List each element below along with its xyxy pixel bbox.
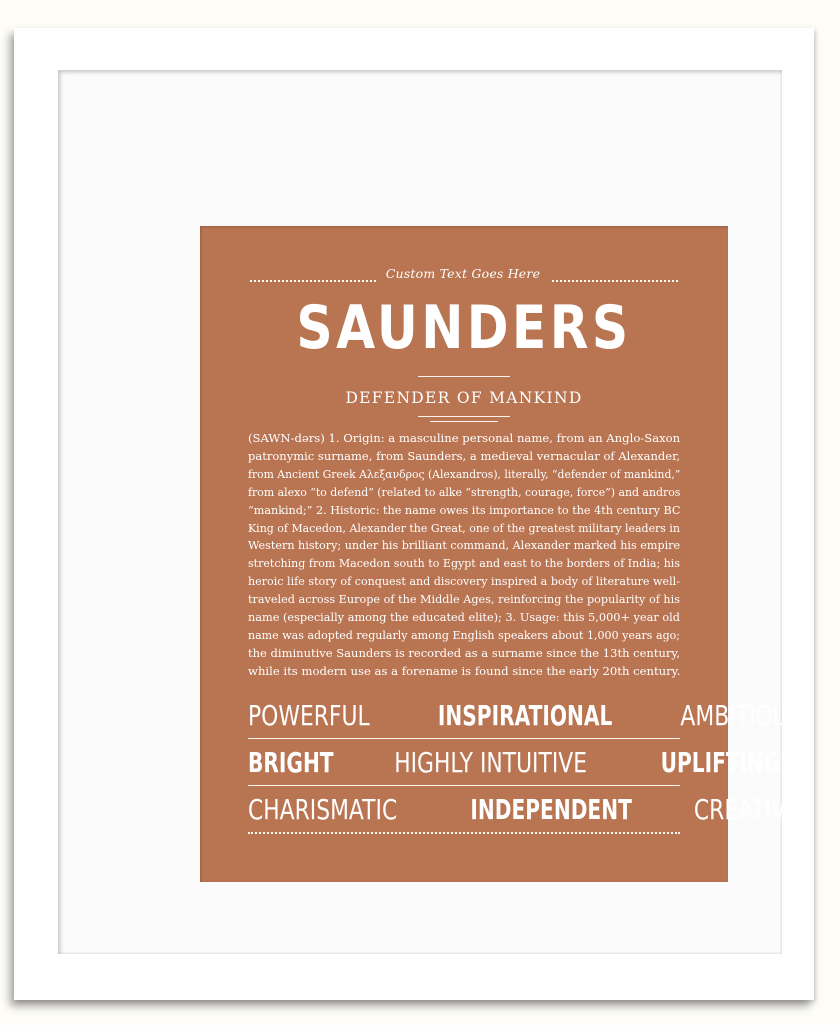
name-poster [200, 226, 803, 882]
picture-frame [14, 28, 814, 1000]
definition-line: King of Macedon, Alexander the Great, one of the greatest military leaders in [248, 521, 680, 535]
dotted-divider-bottom [248, 832, 680, 834]
traits-row-2 [248, 745, 781, 781]
name-underline-rule [418, 376, 510, 377]
dotted-divider-right [552, 280, 678, 282]
trait-word: UPLIFTING [660, 746, 781, 779]
meaning-underline-rule-2 [430, 421, 498, 422]
definition-line: the diminutive Saunders is recorded as a surname since the 13th century, [248, 646, 680, 660]
definition-line: “mankind;” 2. Historic: the name owes its importance to the 4th century BC [248, 503, 681, 517]
trait-word: CREATIVE [693, 793, 800, 826]
definition-line: while its modern use as a forename is found since the early 20th century. [248, 664, 681, 678]
dotted-divider-left [250, 280, 376, 282]
definition-line: name was adopted regularly among English speakers about 1,000 years ago; [248, 628, 680, 642]
definition-line: from Ancient Greek Αλεξανδρος (Alexandros), literally, “defender of mankind,” [248, 467, 681, 481]
traits-divider-1 [248, 738, 680, 739]
definition-line: patronymic surname, from Saunders, a medieval vernacular of Alexander, [248, 449, 680, 463]
trait-word: INDEPENDENT [470, 793, 633, 826]
trait-word: BRIGHT [248, 746, 334, 779]
trait-word: POWERFUL [248, 699, 370, 732]
definition-line: from alexo “to defend” (related to alke “strength, courage, force”) and andros [248, 485, 681, 499]
definition-line: stretching from Macedon south to Egypt and east to the borders of India; his [248, 557, 680, 571]
trait-word: AMBITIOUS [680, 699, 803, 732]
trait-word: HIGHLY INTUITIVE [394, 746, 587, 779]
definition-line: heroic life story of conquest and discovery inspired a body of literature well- [248, 575, 680, 589]
traits-row-3 [248, 792, 800, 828]
poster-name: SAUNDERS [296, 293, 632, 363]
definition-line: (SAWN-dərs) 1. Origin: a masculine personal name, from an Anglo-Saxon [248, 432, 681, 445]
name-definition [248, 430, 680, 681]
definition-line: name (especially among the educated elite); 3. Usage: this 5,000+ year old [248, 611, 680, 625]
traits-divider-2 [248, 785, 680, 786]
trait-word: CHARISMATIC [248, 793, 398, 826]
meaning-underline-rule-1 [418, 416, 510, 417]
trait-word: INSPIRATIONAL [437, 699, 613, 732]
name-meaning: DEFENDER OF MANKIND [345, 389, 583, 407]
custom-text: Custom Text Goes Here [385, 266, 541, 281]
definition-line: Western history; under his brilliant command, Alexander marked his empire [248, 539, 681, 553]
traits-row-1 [248, 698, 803, 734]
definition-line: traveled across Europe of the Middle Ages, reinforcing the popularity of his [248, 593, 680, 607]
frame-mat [58, 70, 803, 954]
